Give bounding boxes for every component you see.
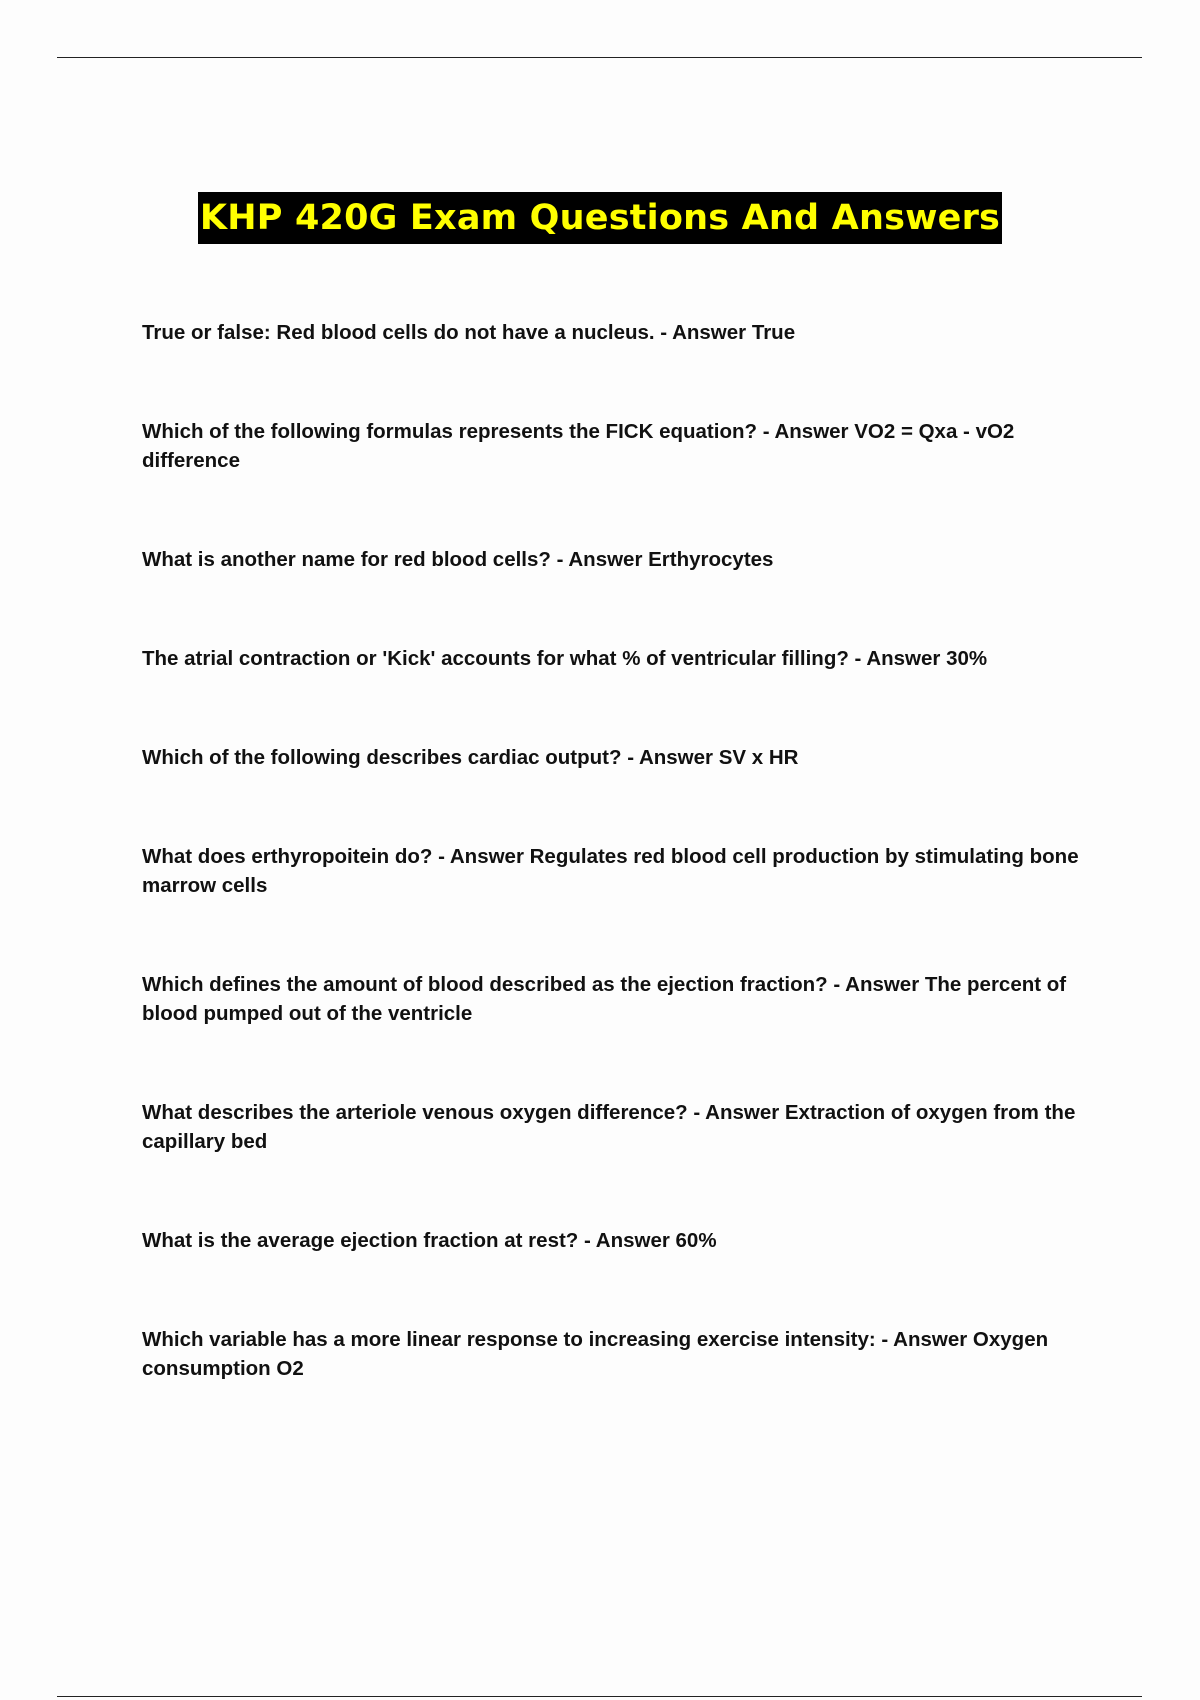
qa-list [142, 318, 1097, 1453]
qa-item: Which of the following describes cardiac output? - Answer SV x HR [142, 746, 799, 769]
qa-item: Which of the following formulas represents the FICK equation? - Answer VO2 = Qxa - vO2 difference [142, 420, 1015, 472]
qa-item: What does erthyropoitein do? - Answer Regulates red blood cell production by stimulating bone marrow cells [142, 845, 1079, 897]
qa-item: Which variable has a more linear response to increasing exercise intensity: - Answer Oxygen consumption O2 [142, 1328, 1049, 1380]
qa-item: The atrial contraction or 'Kick' accounts for what % of ventricular filling? - Answer 30% [142, 647, 988, 670]
top-divider [57, 57, 1142, 58]
bottom-divider [57, 1696, 1142, 1697]
qa-item: What is another name for red blood cells? - Answer Erthyrocytes [142, 548, 774, 571]
qa-item: Which defines the amount of blood described as the ejection fraction? - Answer The percent of blood pumped out of the ventricle [142, 973, 1067, 1025]
qa-item: What describes the arteriole venous oxygen difference? - Answer Extraction of oxygen from the capillary bed [142, 1101, 1076, 1153]
qa-item: True or false: Red blood cells do not have a nucleus. - Answer True [142, 321, 796, 344]
qa-item: What is the average ejection fraction at rest? - Answer 60% [142, 1229, 717, 1252]
title-container [0, 192, 1200, 244]
document-title: KHP 420G Exam Questions And Answers [198, 192, 1002, 244]
